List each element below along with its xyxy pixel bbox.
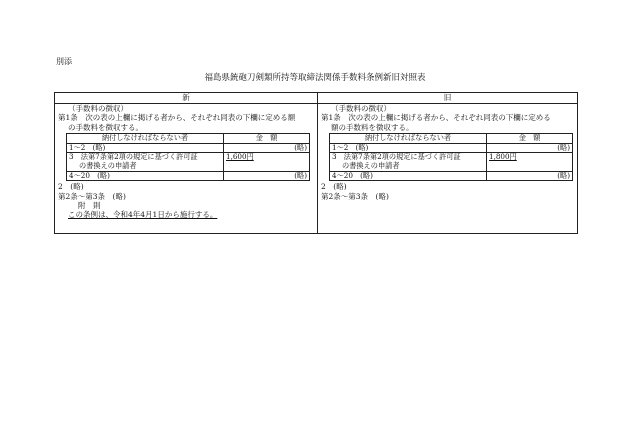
row-amount: (略) bbox=[224, 143, 310, 153]
new-column-header: 新 bbox=[55, 93, 317, 104]
new-column bbox=[58, 104, 316, 220]
old-para2: 2 (略) bbox=[321, 182, 347, 192]
new-para2: 2 (略) bbox=[58, 182, 84, 192]
attachment-label: 別添 bbox=[56, 57, 72, 66]
new-article1-line1: 第1条 次の表の上欄に掲げる者から、それぞれ同表の下欄に定める額 bbox=[58, 113, 296, 123]
head-amount: 金 額 bbox=[487, 134, 573, 144]
row-payer-line1: 3 法第7条第2項の規定に基づく許可証 bbox=[69, 152, 198, 162]
amount-changed: 1,600円 bbox=[226, 152, 254, 162]
fee-table-head bbox=[330, 134, 573, 144]
row-amount bbox=[224, 153, 310, 171]
row-amount: (略) bbox=[487, 143, 573, 153]
supplementary-text: この条例は、令和4年4月1日から施行する。 bbox=[68, 210, 218, 220]
row-payer-line2: の書換えの申請者 bbox=[342, 161, 400, 171]
row-amount: (略) bbox=[224, 171, 310, 181]
row-payer bbox=[330, 153, 487, 171]
row-amount bbox=[487, 153, 573, 171]
new-caption: （手数料の徴収） bbox=[68, 104, 128, 113]
new-article1-line2: の手数料を徴収する。 bbox=[68, 122, 143, 132]
fee-table-head bbox=[67, 134, 310, 144]
row-payer: 1～2 (略) bbox=[330, 143, 487, 153]
table-row bbox=[330, 171, 573, 181]
table-row bbox=[67, 153, 310, 171]
old-article2-3: 第2条～第3条 (略) bbox=[321, 191, 389, 201]
comparison-table bbox=[54, 92, 578, 234]
old-article1-line1: 第1条 次の表の上欄に掲げる者から、それぞれ同表の下欄に定める bbox=[321, 113, 551, 123]
amount-changed: 1,800円 bbox=[489, 152, 517, 162]
row-payer: 4～20 (略) bbox=[67, 171, 224, 181]
row-payer-line1: 3 法第7条第2項の規定に基づく許可証 bbox=[332, 152, 461, 162]
old-column-header: 旧 bbox=[318, 93, 577, 104]
head-amount: 金 額 bbox=[224, 134, 310, 144]
head-payer: 納付しなければならない者 bbox=[330, 134, 487, 144]
document-title: 福島県銃砲刀剣類所持等取締法関係手数料条例新旧対照表 bbox=[204, 73, 426, 83]
row-payer: 1～2 (略) bbox=[67, 143, 224, 153]
old-fee-table bbox=[329, 133, 573, 181]
new-fee-table bbox=[66, 133, 310, 181]
table-row bbox=[330, 153, 573, 171]
old-article1-line2: 額の手数料を徴収する。 bbox=[331, 122, 414, 132]
row-payer-line2: の書換えの申請者 bbox=[79, 161, 137, 171]
row-amount: (略) bbox=[487, 171, 573, 181]
table-row bbox=[67, 171, 310, 181]
row-payer bbox=[67, 153, 224, 171]
column-divider bbox=[317, 93, 318, 233]
old-column bbox=[321, 104, 579, 201]
supplementary-heading: 附 則 bbox=[78, 201, 101, 211]
head-payer: 納付しなければならない者 bbox=[67, 134, 224, 144]
new-article2-3: 第2条～第3条 (略) bbox=[58, 191, 126, 201]
old-caption: （手数料の徴収） bbox=[331, 104, 391, 113]
row-payer: 4～20 (略) bbox=[330, 171, 487, 181]
